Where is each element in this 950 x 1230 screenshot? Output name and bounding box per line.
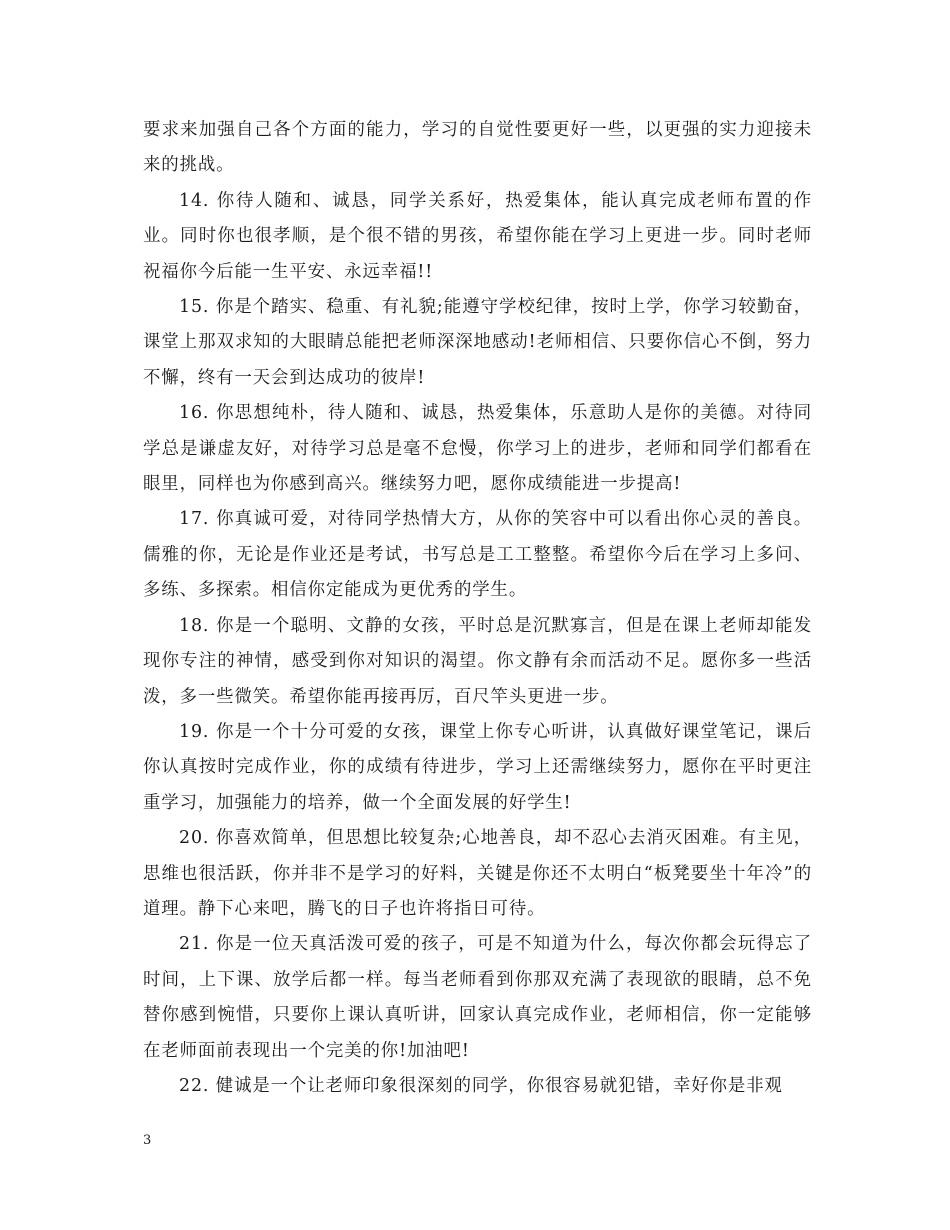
paragraph-item-21: 21. 你是一位天真活泼可爱的孩子，可是不知道为什么，每次你都会玩得忘了时间，上下课、放学后都一样。每当老师看到你那双充满了表现欲的眼睛，总不免替你感到惋惜，只要你上课认真听讲，回家认真完成作业，老师相信，你一定能够在老师面前表现出一个完美的你!加油吧! xyxy=(143,934,812,1061)
paragraph-item-19: 19. 你是一个十分可爱的女孩，课堂上你专心听讲，认真做好课堂笔记，课后你认真按时完成作业，你的成绩有待进步，学习上还需继续努力，愿你在平时更注重学习，加强能力的培养，做一个全面发展的好学生! xyxy=(143,721,812,813)
paragraph-item-16: 16. 你思想纯朴，待人随和、诚恳，热爱集体，乐意助人是你的美德。对待同学总是谦虚友好，对待学习总是毫不怠慢，你学习上的进步，老师和同学们都看在眼里，同样也为你感到高兴。继续努力吧，愿你成绩能进一步提高! xyxy=(143,403,812,495)
paragraph-item-15: 15. 你是个踏实、稳重、有礼貌;能遵守学校纪律，按时上学，你学习较勤奋，课堂上那双求知的大眼睛总能把老师深深地感动!老师相信、只要你信心不倒，努力不懈，终有一天会到达成功的彼岸! xyxy=(143,297,812,388)
paragraph-item-18: 18. 你是一个聪明、文静的女孩，平时总是沉默寡言，但是在课上老师却能发现你专注的神情，感受到你对知识的渴望。你文静有余而活动不足。愿你多一些活泼，多一些微笑。希望你能再接再厉，百尺竿头更进一步。 xyxy=(143,615,812,707)
page-number: 3 xyxy=(143,1133,152,1148)
paragraph-item-17: 17. 你真诚可爱，对待同学热情大方，从你的笑容中可以看出你心灵的善良。儒雅的你，无论是作业还是考试，书写总是工工整整。希望你今后在学习上多问、多练、多探索。相信你定能成为更优秀的学生。 xyxy=(143,509,812,601)
paragraph-continued: 要求来加强自己各个方面的能力，学习的自觉性要更好一些，以更强的实力迎接未来的挑战。 xyxy=(143,120,812,176)
paragraph-item-20: 20. 你喜欢简单，但思想比较复杂;心地善良，却不忍心去消灭困难。有主见，思维也很活跃，你并非不是学习的好料，关键是你还不太明白“板凳要坐十年冷”的道理。静下心来吧，腾飞的日子也许将指日可待。 xyxy=(143,828,812,919)
paragraph-item-22: 22. 健诚是一个让老师印象很深刻的同学，你很容易就犯错，幸好你是非观 xyxy=(179,1075,783,1096)
paragraph-item-14: 14. 你待人随和、诚恳，同学关系好，热爱集体，能认真完成老师布置的作业。同时你也很孝顺，是个很不错的男孩，希望你能在学习上更进一步。同时老师祝福你今后能一生平安、永远幸福!! xyxy=(143,190,812,282)
document-body xyxy=(143,113,812,1104)
